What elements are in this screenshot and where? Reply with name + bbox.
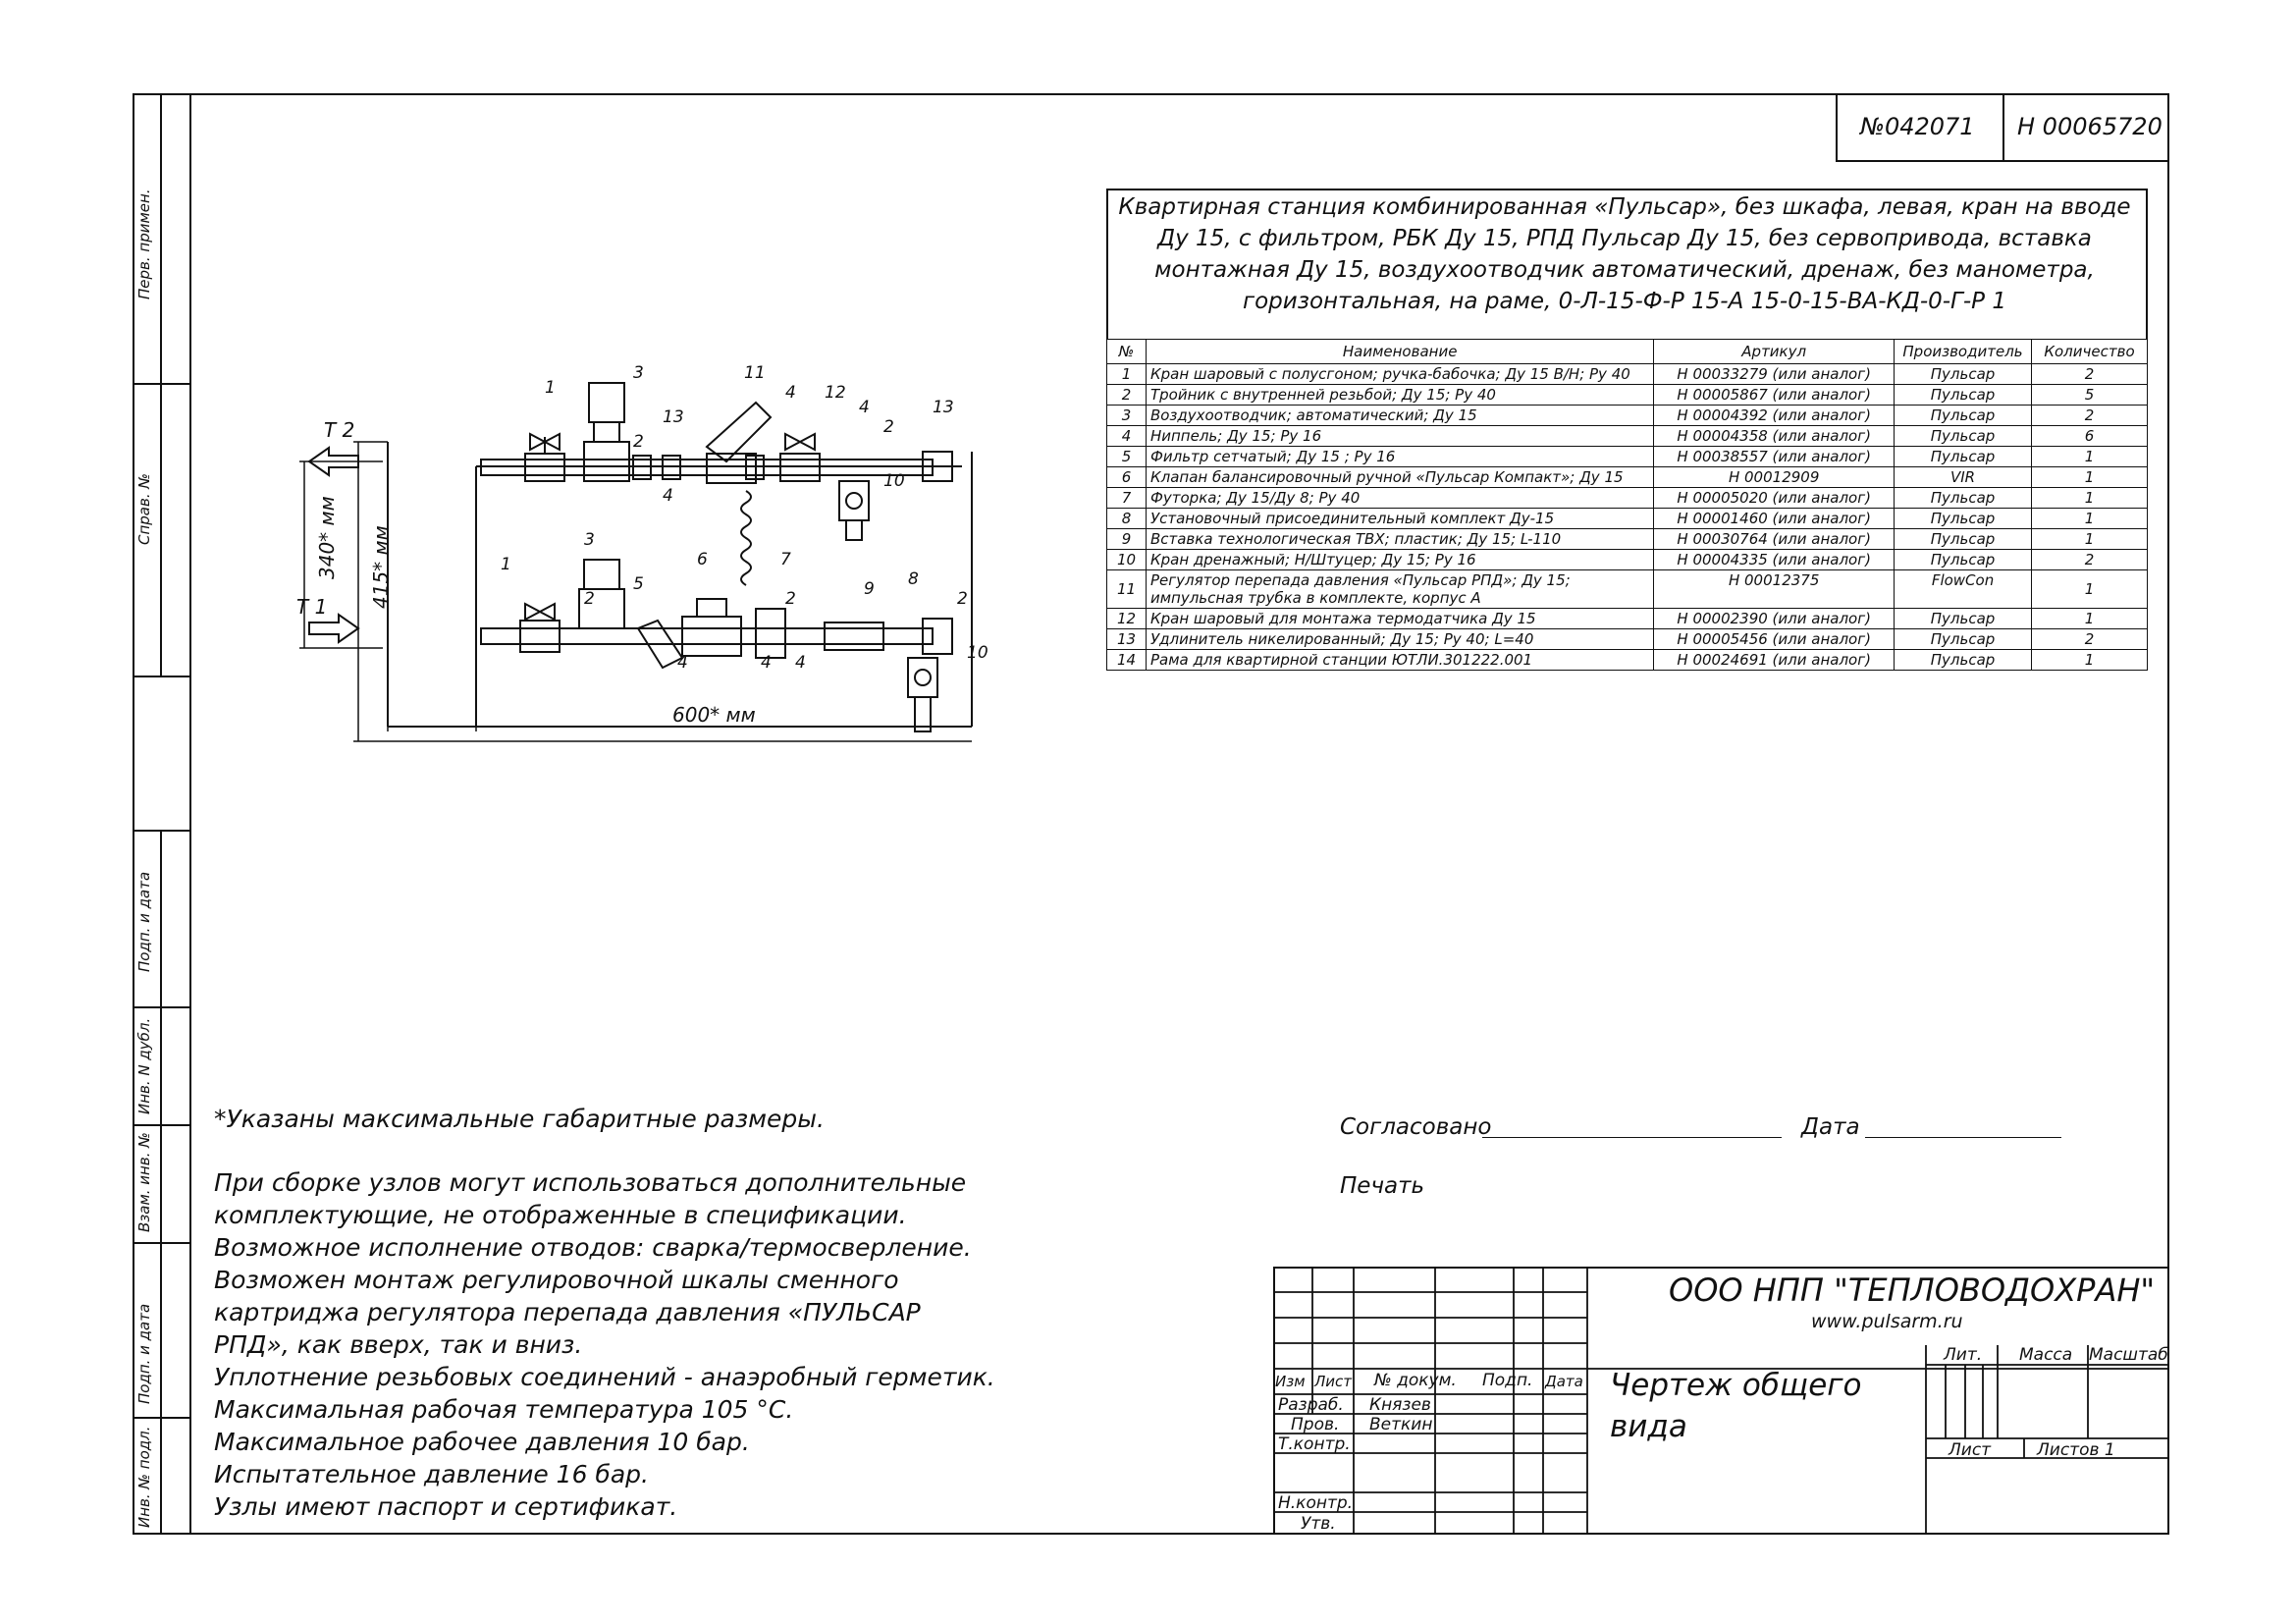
callout: 9: [864, 579, 875, 599]
document-title-line: Чертеж общего: [1610, 1368, 1862, 1403]
schematic-drawing: [294, 363, 1001, 756]
tb-sheets: Листов 1: [2037, 1440, 2115, 1460]
col-maker: Производитель: [1895, 340, 2032, 364]
note-line: Уплотнение резьбовых соединений - анаэробный герметик.: [214, 1363, 995, 1391]
table-row: [1107, 447, 2148, 467]
callout: 6: [697, 550, 708, 569]
table-row: [1107, 529, 2148, 550]
row-qty: 2: [2032, 550, 2148, 570]
row-maker: Пульсар: [1895, 447, 2032, 467]
table-row: [1107, 426, 2148, 447]
row-qty: 1: [2032, 609, 2148, 629]
callout: 3: [633, 363, 644, 383]
table-row: [1107, 467, 2148, 488]
callout: 2: [785, 589, 796, 609]
note-line: Возможное исполнение отводов: сварка/термосверление.: [214, 1233, 972, 1262]
station-description: [1109, 191, 2140, 317]
row-article: Н 00033279 (или аналог): [1654, 364, 1895, 385]
note-line: Возможен монтаж регулировочной шкалы сменного: [214, 1266, 899, 1294]
tb-sign: Подп.: [1482, 1371, 1533, 1390]
description-line: Квартирная станция комбинированная «Пульсар», без шкафа, левая, кран на вводе: [1118, 194, 2131, 220]
tb-sheet: Лист: [1949, 1440, 1992, 1460]
row-name: Кран шаровый с полусгоном; ручка-бабочка; Ду 15 В/Н; Ру 40: [1146, 364, 1653, 385]
row-article: Н 00038557 (или аналог): [1654, 447, 1895, 467]
row-article: Н 00005867 (или аналог): [1654, 385, 1895, 406]
table-row: [1107, 650, 2148, 671]
company-name: ООО НПП "ТЕПЛОВОДОХРАН": [1669, 1271, 2156, 1309]
note-line: РПД», как вверх, так и вниз.: [214, 1330, 583, 1359]
note-line: Максимальное рабочее давления 10 бар.: [214, 1428, 750, 1456]
tb-list: Лист: [1314, 1373, 1353, 1390]
approval-print-label: Печать: [1340, 1173, 1425, 1199]
callout: 2: [957, 589, 968, 609]
callout: 3: [584, 530, 595, 550]
document-title: [1610, 1365, 1862, 1447]
row-qty: 1: [2032, 509, 2148, 529]
row-maker: Пульсар: [1895, 609, 2032, 629]
row-name: Кран дренажный; Н/Штуцер; Ду 15; Ру 16: [1146, 550, 1653, 570]
callout: 4: [859, 398, 870, 417]
label-t1: Т 1: [296, 595, 328, 619]
row-qty: 1: [2032, 488, 2148, 509]
row-number: 6: [1107, 467, 1147, 488]
approval-date-line[interactable]: [1865, 1137, 2061, 1138]
row-number: 5: [1107, 447, 1147, 467]
row-qty: 1: [2032, 447, 2148, 467]
side-label-vzam: Взам. инв. №: [135, 1132, 153, 1232]
row-maker: Пульсар: [1895, 385, 2032, 406]
stamp-divider: [133, 1242, 191, 1244]
tb-prov-name: Веткин: [1369, 1415, 1433, 1434]
callout: 4: [785, 383, 796, 403]
row-name: Воздухоотводчик; автоматический; Ду 15: [1146, 406, 1653, 426]
label-t2: Т 2: [324, 418, 355, 442]
row-name: Рама для квартирной станции ЮТЛИ.301222.001: [1146, 650, 1653, 671]
table-header-row: [1107, 340, 2148, 364]
tb-lit: Лит.: [1944, 1345, 1983, 1365]
callout: 2: [584, 589, 595, 609]
callout: 13: [933, 398, 954, 417]
stamp-divider: [133, 830, 191, 832]
table-row: [1107, 550, 2148, 570]
callout: 4: [677, 653, 688, 673]
row-name: Кран шаровый для монтажа термодатчика Ду 15: [1146, 609, 1653, 629]
table-row: [1107, 488, 2148, 509]
row-qty: 1: [2032, 529, 2148, 550]
table-row: [1107, 509, 2148, 529]
callout: 5: [633, 574, 644, 594]
side-label-podp1: Подп. и дата: [135, 871, 153, 972]
tb-utv: Утв.: [1301, 1514, 1336, 1534]
table-row: [1107, 629, 2148, 650]
row-number: 14: [1107, 650, 1147, 671]
row-qty: 2: [2032, 364, 2148, 385]
note-line: Испытательное давление 16 бар.: [214, 1460, 649, 1488]
row-article: Н 00012375: [1654, 570, 1895, 609]
tb-nkontr: Н.контр.: [1278, 1493, 1354, 1513]
approval-agreed-label: Согласовано: [1340, 1114, 1492, 1140]
note-line: Узлы имеют паспорт и сертификат.: [214, 1492, 678, 1521]
callout: 1: [501, 555, 511, 574]
row-name: Тройник с внутренней резьбой; Ду 15; Ру 40: [1146, 385, 1653, 406]
note-line: При сборке узлов могут использоваться дополнительные: [214, 1168, 967, 1197]
row-article: Н 00004358 (или аналог): [1654, 426, 1895, 447]
stamp-divider: [133, 1006, 191, 1008]
row-maker: Пульсар: [1895, 509, 2032, 529]
table-row: [1107, 364, 2148, 385]
callout: 4: [761, 653, 772, 673]
row-number: 2: [1107, 385, 1147, 406]
row-number: 13: [1107, 629, 1147, 650]
row-maker: Пульсар: [1895, 406, 2032, 426]
table-row: [1107, 570, 2148, 609]
callout: 10: [967, 643, 988, 663]
approval-date-label: Дата: [1801, 1114, 1860, 1140]
row-maker: Пульсар: [1895, 364, 2032, 385]
table-row: [1107, 385, 2148, 406]
stamp-divider: [133, 1417, 191, 1419]
row-number: 9: [1107, 529, 1147, 550]
row-name: Фильтр сетчатый; Ду 15 ; Ру 16: [1146, 447, 1653, 467]
row-name: Удлинитель никелированный; Ду 15; Ру 40; L=40: [1146, 629, 1653, 650]
row-number: 11: [1107, 570, 1147, 609]
row-article: Н 00012909: [1654, 467, 1895, 488]
tb-prov: Пров.: [1291, 1415, 1340, 1434]
dim-415: 415* мм: [369, 525, 393, 609]
row-name: Установочный присоединительный комплект Ду-15: [1146, 509, 1653, 529]
row-name: Футорка; Ду 15/Ду 8; Ру 40: [1146, 488, 1653, 509]
side-label-sprav: Справ. №: [135, 473, 153, 545]
row-article: Н 00002390 (или аналог): [1654, 609, 1895, 629]
row-maker: Пульсар: [1895, 529, 2032, 550]
stamp-inner-line: [160, 830, 162, 1535]
row-article: Н 00024691 (или аналог): [1654, 650, 1895, 671]
description-line: монтажная Ду 15, воздухоотводчик автоматический, дренаж, без манометра,: [1154, 257, 2095, 283]
col-qty: Количество: [2032, 340, 2148, 364]
stamp-inner-line: [160, 93, 162, 676]
stamp-divider: [133, 383, 191, 385]
row-article: Н 00005020 (или аналог): [1654, 488, 1895, 509]
description-line: горизонтальная, на раме, 0-Л-15-Ф-Р 15-А 15-0-15-ВА-КД-0-Г-Р 1: [1243, 289, 2006, 314]
dim-340: 340* мм: [315, 496, 339, 579]
row-qty: 2: [2032, 406, 2148, 426]
row-number: 4: [1107, 426, 1147, 447]
side-label-inv-dubl: Инв. N дубл.: [135, 1017, 153, 1114]
row-article: Н 00005456 (или аналог): [1654, 629, 1895, 650]
callout: 1: [545, 378, 556, 398]
callout: 12: [825, 383, 846, 403]
callout: 10: [883, 471, 905, 491]
row-maker: Пульсар: [1895, 488, 2032, 509]
row-number: 8: [1107, 509, 1147, 529]
row-name: Регулятор перепада давления «Пульсар РПД»; Ду 15; импульсная трубка в комплекте, корпус А: [1146, 570, 1653, 609]
company-website: www.pulsarm.ru: [1811, 1311, 1963, 1332]
row-qty: 6: [2032, 426, 2148, 447]
row-maker: Пульсар: [1895, 426, 2032, 447]
callout: 4: [663, 486, 673, 506]
row-number: 12: [1107, 609, 1147, 629]
note-line: Максимальная рабочая температура 105 °С.: [214, 1395, 794, 1424]
table-row: [1107, 406, 2148, 426]
note-line: комплектующие, не отображенные в спецификации.: [214, 1201, 907, 1229]
tb-massa: Масса: [2019, 1345, 2073, 1365]
row-name: Ниппель; Ду 15; Ру 16: [1146, 426, 1653, 447]
callout: 2: [633, 432, 644, 452]
side-label-podp2: Подп. и дата: [135, 1303, 153, 1404]
header-code: Н 00065720: [2017, 113, 2163, 140]
tb-izm: Изм: [1275, 1373, 1306, 1390]
note-line: картриджа регулятора перепада давления «ПУЛЬСАР: [214, 1298, 921, 1326]
row-article: Н 00004335 (или аналог): [1654, 550, 1895, 570]
row-maker: Пульсар: [1895, 629, 2032, 650]
tb-docnum: № докум.: [1374, 1371, 1457, 1390]
side-label-inv-podl: Инв. № подл.: [135, 1426, 153, 1528]
specification-table: [1106, 339, 2148, 671]
dim-600: 600* мм: [672, 703, 756, 727]
row-number: 1: [1107, 364, 1147, 385]
side-label-perv: Перв. примен.: [135, 189, 153, 299]
col-number: №: [1107, 340, 1147, 364]
header-divider: [2002, 93, 2004, 162]
tb-masshtab: Масштаб: [2089, 1345, 2168, 1365]
col-article: Артикул: [1654, 340, 1895, 364]
col-name: Наименование: [1146, 340, 1653, 364]
row-qty: 1: [2032, 570, 2148, 609]
row-maker: VIR: [1895, 467, 2032, 488]
callout: 13: [663, 407, 684, 427]
row-qty: 2: [2032, 629, 2148, 650]
row-name: Вставка технологическая ТВХ; пластик; Ду 15; L-110: [1146, 529, 1653, 550]
row-maker: Пульсар: [1895, 650, 2032, 671]
row-qty: 1: [2032, 650, 2148, 671]
row-maker: Пульсар: [1895, 550, 2032, 570]
table-row: [1107, 609, 2148, 629]
row-maker: FlowCon: [1895, 570, 2032, 609]
document-title-line: вида: [1610, 1409, 1687, 1444]
stamp-divider: [133, 676, 191, 677]
callout: 11: [744, 363, 766, 383]
stamp-divider: [133, 1124, 191, 1126]
callout: 7: [780, 550, 791, 569]
note-dimensions: *Указаны максимальные габаритные размеры.: [214, 1105, 825, 1133]
callout: 2: [883, 417, 894, 437]
row-number: 3: [1107, 406, 1147, 426]
row-name: Клапан балансировочный ручной «Пульсар Компакт»; Ду 15: [1146, 467, 1653, 488]
callout: 4: [795, 653, 806, 673]
approval-agreed-line[interactable]: [1482, 1137, 1782, 1138]
description-line: Ду 15, с фильтром, РБК Ду 15, РПД Пульсар Ду 15, без сервопривода, вставка: [1157, 226, 2092, 251]
row-number: 7: [1107, 488, 1147, 509]
row-number: 10: [1107, 550, 1147, 570]
row-article: Н 00004392 (или аналог): [1654, 406, 1895, 426]
tb-razrab-name: Князев: [1369, 1395, 1431, 1415]
tb-date: Дата: [1545, 1373, 1583, 1390]
header-number: №042071: [1860, 113, 1975, 140]
row-qty: 1: [2032, 467, 2148, 488]
tb-tkontr: Т.контр.: [1278, 1434, 1351, 1454]
row-article: Н 00001460 (или аналог): [1654, 509, 1895, 529]
row-qty: 5: [2032, 385, 2148, 406]
callout: 8: [908, 569, 919, 589]
tb-razrab: Разраб.: [1278, 1395, 1344, 1415]
row-article: Н 00030764 (или аналог): [1654, 529, 1895, 550]
